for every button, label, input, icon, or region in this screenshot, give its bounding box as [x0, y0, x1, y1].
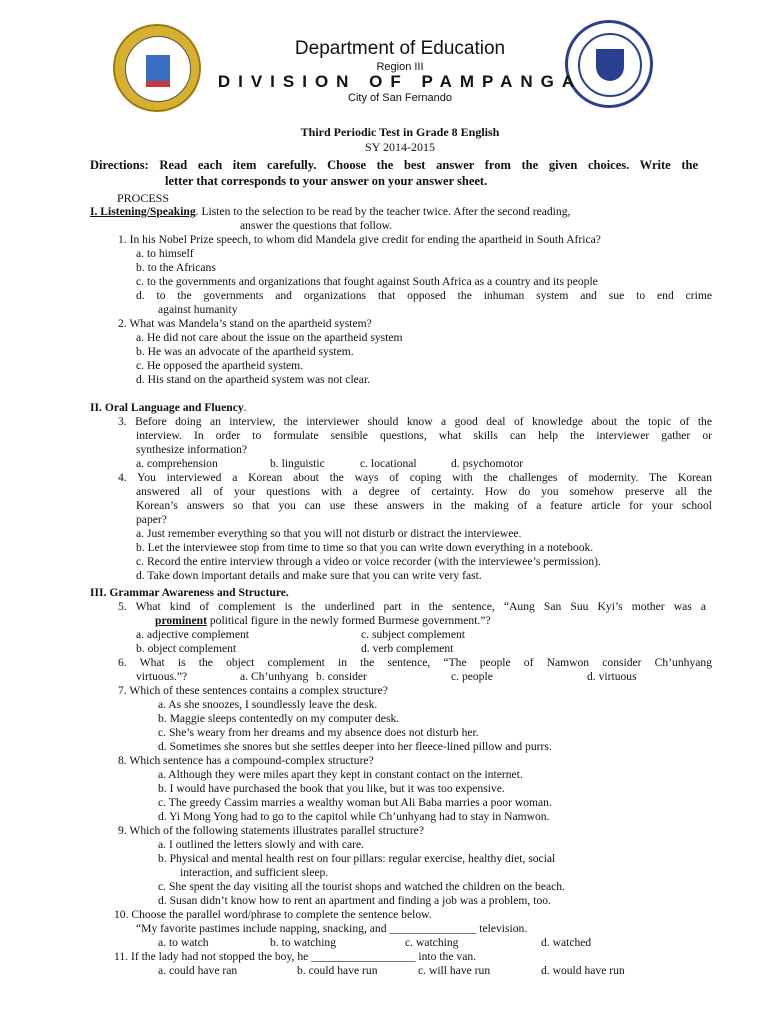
q6-choice-d: d. virtuous	[587, 670, 637, 683]
q6-choice-b: b. consider	[316, 670, 367, 683]
q1-choice-a: a. to himself	[136, 247, 194, 260]
q8-choice-c: c. The greedy Cassim marries a wealthy woman but Ali Baba marries a poor woman.	[158, 796, 552, 809]
q8-stem: 8. Which sentence has a compound-complex structure?	[118, 754, 374, 767]
q4-choice-a: a. Just remember everything so that you will not disturb or distract the interviewee.	[136, 527, 522, 540]
q6-choice-c: c. people	[451, 670, 493, 683]
q10-choice-d: d. watched	[541, 936, 592, 949]
q10-choice-c: c. watching	[405, 936, 459, 949]
section-1-instruction-2: answer the questions that follow.	[240, 219, 393, 232]
section-1-instruction: . Listen to the selection to be read by the teacher twice. After the second reading,	[195, 205, 571, 218]
q11-choice-a: a. could have ran	[158, 964, 238, 977]
q4-choice-d: d. Take down important details and make sure that you can write very fast.	[136, 569, 482, 582]
section-2-period: .	[243, 401, 247, 414]
q7-choice-c: c. She’s weary from her dreams and my absence does not disturb her.	[158, 726, 479, 739]
process-label: PROCESS	[117, 191, 170, 205]
q3-line-1: 3. Before doing an interview, the interviewer should know a good deal of knowledge about the topic of the	[118, 415, 712, 428]
q9-choice-a: a. I outlined the letters slowly and with care.	[158, 838, 365, 851]
q4-choice-c: c. Record the entire interview through a video or voice recorder (with the interviewee’s permission).	[136, 555, 601, 568]
directions-line-2: letter that corresponds to your answer on your answer sheet.	[165, 174, 488, 188]
q1-choice-c: c. to the governments and organizations that fought against South Africa as a country and its people	[136, 275, 598, 288]
q5-choice-d: d. verb complement	[361, 642, 454, 655]
q8-choice-a: a. Although they were miles apart they kept in constant contact on the internet.	[158, 768, 523, 781]
q9-choice-d: d. Susan didn’t know how to rent an apartment and finding a job was a problem, too.	[158, 894, 551, 907]
school-year: SY 2014-2015	[365, 140, 435, 154]
q3-choice-a: a. comprehension	[136, 457, 218, 470]
q9-choice-b: b. Physical and mental health rest on four pillars: regular exercise, healthy diet, social	[158, 852, 556, 865]
q9-choice-b-cont: interaction, and sufficient sleep.	[180, 866, 329, 879]
q5-line-2	[155, 614, 491, 627]
q11-stem: 11. If the lady had not stopped the boy, he __________________ into the van.	[114, 950, 477, 963]
q9-stem: 9. Which of the following statements illustrates parallel structure?	[118, 824, 424, 837]
q8-choice-d: d. Yi Mong Yong had to go to the capitol while Ch’unhyang had to stay in Namwon.	[158, 810, 550, 823]
directions-line-1: Directions: Read each item carefully. Choose the best answer from the given choices. Write the	[90, 158, 698, 172]
section-1-line	[90, 205, 570, 218]
q10-sentence: “My favorite pastimes include napping, snacking, and _______________ television.	[136, 922, 528, 935]
q1-choice-d: d. to the governments and organizations that opposed the inhuman system and sue to end crime	[136, 289, 712, 302]
q11-choice-b: b. could have run	[297, 964, 378, 977]
section-2-line	[90, 401, 247, 414]
q7-choice-a: a. As she snoozes, I soundlessly leave the desk.	[158, 698, 378, 711]
city-label: City of San Fernando	[348, 92, 452, 104]
q7-choice-b: b. Maggie sleeps contentedly on my computer desk.	[158, 712, 400, 725]
region-label: Region III	[376, 61, 424, 73]
division-title: DIVISION OF PAMPANGA	[217, 72, 583, 91]
q4-line-1: 4. You interviewed a Korean about the ways of coping with the challenges of modernity. The Korean	[118, 471, 712, 484]
q4-line-2: answered all of your questions with a degree of certainty. How do you somehow preserve all the	[136, 485, 712, 498]
q7-stem: 7. Which of these sentences contains a complex structure?	[118, 684, 388, 697]
q5-line-1: 5. What kind of complement is the underlined part in the sentence, “Aung San Suu Kyi’s mother was a	[118, 600, 706, 613]
q11-choice-d: d. would have run	[541, 964, 625, 977]
q3-line-2: interview. In order to formulate sensible questions, what skills can help the interviewer gather or	[136, 429, 712, 442]
q8-choice-b: b. I would have purchased the book that you like, but it was too expensive.	[158, 782, 505, 795]
section-2-heading: II. Oral Language and Fluency	[90, 401, 244, 414]
q5-underlined-word: prominent	[155, 614, 207, 627]
q6-line-2: virtuous.”?	[136, 670, 188, 683]
q7-choice-d: d. Sometimes she snores but she settles deeper into her fleece-lined pillow and purrs.	[158, 740, 552, 753]
q10-stem: 10. Choose the parallel word/phrase to complete the sentence below.	[114, 908, 432, 921]
q2-stem: 2. What was Mandela’s stand on the apartheid system?	[118, 317, 372, 330]
q4-line-4: paper?	[136, 513, 167, 526]
q10-choice-a: a. to watch	[158, 936, 209, 949]
q2-choice-a: a. He did not care about the issue on the apartheid system	[136, 331, 403, 344]
q2-choice-b: b. He was an advocate of the apartheid system.	[136, 345, 354, 358]
test-title: Third Periodic Test in Grade 8 English	[300, 125, 500, 139]
q5-choice-b: b. object complement	[136, 642, 237, 655]
q6-choice-a: a. Ch’unhyang	[240, 670, 309, 683]
section-3-heading: III. Grammar Awareness and Structure.	[90, 586, 289, 599]
q3-choice-c: c. locational	[360, 457, 417, 470]
q1-choice-d-cont: against humanity	[158, 303, 238, 316]
q5-choice-a: a. adjective complement	[136, 628, 249, 641]
q2-choice-c: c. He opposed the apartheid system.	[136, 359, 304, 372]
q5-choice-c: c. subject complement	[361, 628, 465, 641]
q1-stem: 1. In his Nobel Prize speech, to whom did Mandela give credit for ending the apartheid in South Africa?	[118, 233, 601, 246]
q10-choice-b: b. to watching	[270, 936, 337, 949]
q11-choice-c: c. will have run	[418, 964, 491, 977]
q9-choice-c: c. She spent the day visiting all the tourist shops and watched the children on the beach.	[158, 880, 565, 893]
q2-choice-d: d. His stand on the apartheid system was not clear.	[136, 373, 371, 386]
q5-line-2-rest: political figure in the newly formed Burmese government.”?	[206, 614, 491, 627]
q6-line-1: 6. What is the object complement in the sentence, “The people of Namwon consider Ch’unhyang	[118, 656, 712, 669]
q3-choice-b: b. linguistic	[270, 457, 325, 470]
q3-line-3: synthesize information?	[136, 443, 248, 456]
q4-line-3: Korean’s answers so that you can use these answers in the making of a feature article for your school	[136, 499, 712, 512]
q1-choice-b: b. to the Africans	[136, 261, 216, 274]
department-title: Department of Education	[294, 38, 506, 59]
q4-choice-b: b. Let the interviewee stop from time to time so that you can write down everything in a notebook.	[136, 541, 594, 554]
section-1-heading: I. Listening/Speaking	[90, 205, 196, 218]
q3-choice-d: d. psychomotor	[451, 457, 524, 470]
